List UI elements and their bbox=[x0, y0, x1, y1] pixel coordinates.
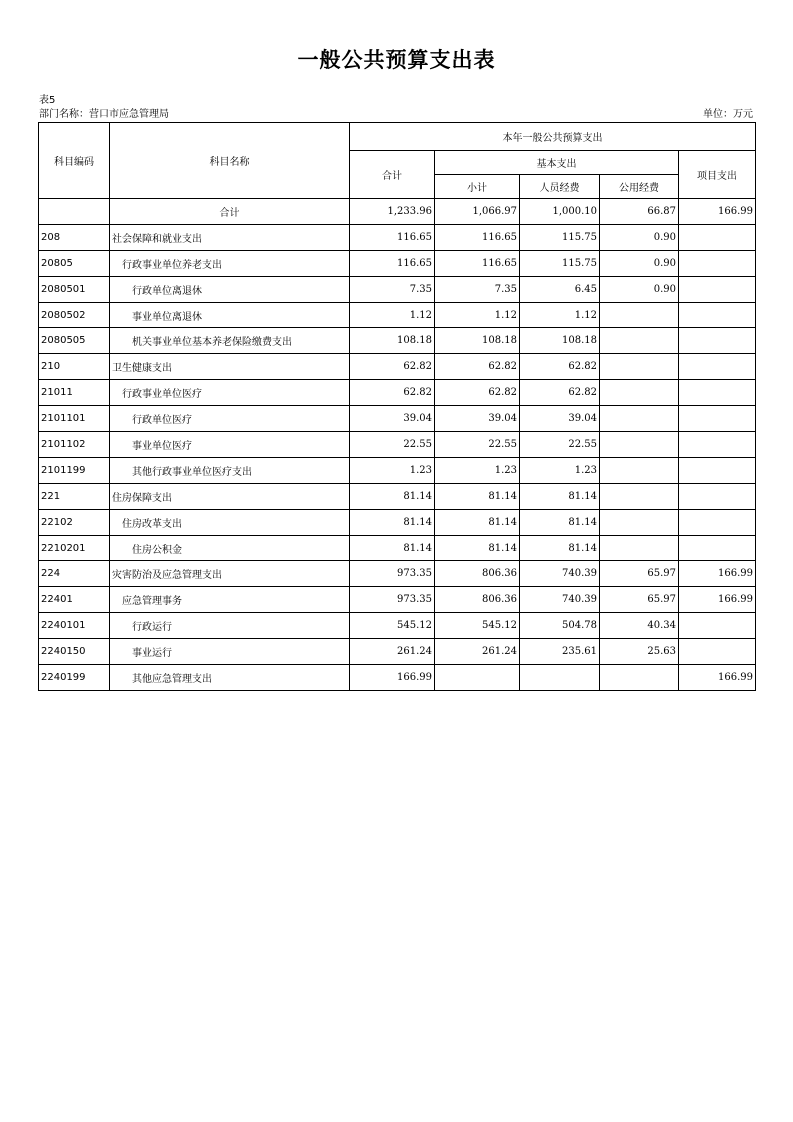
row-project-value: 166.99 bbox=[679, 199, 756, 225]
row-public-value: 40.34 bbox=[600, 613, 679, 639]
row-subtotal-value: 116.65 bbox=[435, 250, 520, 276]
row-personnel-value: 1.23 bbox=[520, 457, 600, 483]
row-project-value bbox=[679, 457, 756, 483]
table-row bbox=[39, 276, 756, 302]
row-subtotal-value: 1.12 bbox=[435, 302, 520, 328]
row-public-value: 0.90 bbox=[600, 250, 679, 276]
row-code: 210 bbox=[39, 354, 110, 380]
row-subtotal-value: 22.55 bbox=[435, 432, 520, 458]
row-public-value bbox=[600, 457, 679, 483]
row-code: 2240150 bbox=[39, 639, 110, 665]
table-row bbox=[39, 250, 756, 276]
row-subtotal-value: 81.14 bbox=[435, 535, 520, 561]
page-title: 一般公共预算支出表 bbox=[297, 48, 496, 72]
row-personnel-value: 115.75 bbox=[520, 250, 600, 276]
row-total-value: 108.18 bbox=[350, 328, 435, 354]
row-subtotal-value: 261.24 bbox=[435, 639, 520, 665]
row-name: 其他应急管理支出 bbox=[110, 665, 350, 691]
row-name: 事业运行 bbox=[110, 639, 350, 665]
row-name: 行政事业单位养老支出 bbox=[110, 250, 350, 276]
row-public-value bbox=[600, 406, 679, 432]
row-personnel-value: 81.14 bbox=[520, 535, 600, 561]
row-subtotal-value: 806.36 bbox=[435, 587, 520, 613]
row-project-value bbox=[679, 406, 756, 432]
row-subtotal-value: 7.35 bbox=[435, 276, 520, 302]
row-code: 2101102 bbox=[39, 432, 110, 458]
row-code: 2240199 bbox=[39, 665, 110, 691]
row-total-value: 81.14 bbox=[350, 535, 435, 561]
table-row bbox=[39, 380, 756, 406]
row-personnel-value: 6.45 bbox=[520, 276, 600, 302]
unit-label: 单位：万元 bbox=[703, 109, 753, 120]
row-project-value bbox=[679, 509, 756, 535]
row-public-value bbox=[600, 535, 679, 561]
table-row bbox=[39, 509, 756, 535]
row-code: 2101101 bbox=[39, 406, 110, 432]
budget-table bbox=[38, 122, 756, 691]
row-subtotal-value: 81.14 bbox=[435, 509, 520, 535]
row-name: 灾害防治及应急管理支出 bbox=[110, 561, 350, 587]
row-code: 22102 bbox=[39, 509, 110, 535]
row-personnel-value bbox=[520, 665, 600, 691]
row-name: 行政单位医疗 bbox=[110, 406, 350, 432]
row-personnel-value: 22.55 bbox=[520, 432, 600, 458]
table-row bbox=[39, 432, 756, 458]
row-subtotal-value: 1.23 bbox=[435, 457, 520, 483]
row-project-value bbox=[679, 328, 756, 354]
row-public-value bbox=[600, 380, 679, 406]
row-project-value bbox=[679, 535, 756, 561]
row-public-value: 65.97 bbox=[600, 587, 679, 613]
row-name: 卫生健康支出 bbox=[110, 354, 350, 380]
row-public-value bbox=[600, 354, 679, 380]
department-label: 部门名称：营口市应急管理局 bbox=[39, 109, 169, 120]
row-personnel-value: 62.82 bbox=[520, 380, 600, 406]
row-code: 2210201 bbox=[39, 535, 110, 561]
row-total-value: 7.35 bbox=[350, 276, 435, 302]
row-subtotal-value: 62.82 bbox=[435, 380, 520, 406]
row-code: 2240101 bbox=[39, 613, 110, 639]
row-public-value bbox=[600, 302, 679, 328]
table-row bbox=[39, 561, 756, 587]
row-public-value: 0.90 bbox=[600, 276, 679, 302]
table-row bbox=[39, 406, 756, 432]
row-project-value bbox=[679, 639, 756, 665]
row-code: 208 bbox=[39, 224, 110, 250]
row-name: 合计 bbox=[110, 199, 350, 225]
row-code bbox=[39, 199, 110, 225]
row-personnel-value: 1,000.10 bbox=[520, 199, 600, 225]
row-personnel-value: 115.75 bbox=[520, 224, 600, 250]
header-personnel: 人员经费 bbox=[520, 175, 600, 199]
table-row bbox=[39, 665, 756, 691]
row-project-value bbox=[679, 613, 756, 639]
header-basic: 基本支出 bbox=[435, 151, 679, 175]
row-public-value bbox=[600, 432, 679, 458]
row-total-value: 1.12 bbox=[350, 302, 435, 328]
row-name: 事业单位医疗 bbox=[110, 432, 350, 458]
row-personnel-value: 81.14 bbox=[520, 483, 600, 509]
row-subtotal-value: 1,066.97 bbox=[435, 199, 520, 225]
row-project-value bbox=[679, 354, 756, 380]
row-project-value bbox=[679, 250, 756, 276]
row-personnel-value: 81.14 bbox=[520, 509, 600, 535]
row-total-value: 1.23 bbox=[350, 457, 435, 483]
header-code: 科目编码 bbox=[39, 123, 110, 199]
row-project-value bbox=[679, 483, 756, 509]
table-row bbox=[39, 613, 756, 639]
row-name: 其他行政事业单位医疗支出 bbox=[110, 457, 350, 483]
header-group: 本年一般公共预算支出 bbox=[350, 123, 756, 151]
row-subtotal-value: 108.18 bbox=[435, 328, 520, 354]
row-project-value bbox=[679, 224, 756, 250]
row-code: 2080502 bbox=[39, 302, 110, 328]
row-personnel-value: 235.61 bbox=[520, 639, 600, 665]
table-row bbox=[39, 483, 756, 509]
row-personnel-value: 740.39 bbox=[520, 587, 600, 613]
row-total-value: 261.24 bbox=[350, 639, 435, 665]
row-project-value: 166.99 bbox=[679, 561, 756, 587]
row-total-value: 1,233.96 bbox=[350, 199, 435, 225]
row-personnel-value: 1.12 bbox=[520, 302, 600, 328]
row-personnel-value: 504.78 bbox=[520, 613, 600, 639]
row-public-value: 25.63 bbox=[600, 639, 679, 665]
row-name: 行政运行 bbox=[110, 613, 350, 639]
row-name: 住房保障支出 bbox=[110, 483, 350, 509]
row-personnel-value: 740.39 bbox=[520, 561, 600, 587]
row-subtotal-value: 62.82 bbox=[435, 354, 520, 380]
header-name: 科目名称 bbox=[110, 123, 350, 199]
table-header bbox=[39, 123, 756, 199]
row-subtotal-value bbox=[435, 665, 520, 691]
row-code: 2101199 bbox=[39, 457, 110, 483]
row-total-value: 81.14 bbox=[350, 483, 435, 509]
table-row bbox=[39, 587, 756, 613]
row-name: 机关事业单位基本养老保险缴费支出 bbox=[110, 328, 350, 354]
row-name: 行政单位离退休 bbox=[110, 276, 350, 302]
table-number-label: 表5 bbox=[39, 95, 56, 106]
row-public-value bbox=[600, 509, 679, 535]
row-project-value bbox=[679, 380, 756, 406]
row-total-value: 62.82 bbox=[350, 380, 435, 406]
row-total-value: 973.35 bbox=[350, 587, 435, 613]
row-total-value: 545.12 bbox=[350, 613, 435, 639]
row-total-value: 62.82 bbox=[350, 354, 435, 380]
row-code: 22401 bbox=[39, 587, 110, 613]
row-total-value: 39.04 bbox=[350, 406, 435, 432]
table-row bbox=[39, 535, 756, 561]
row-project-value bbox=[679, 276, 756, 302]
row-total-value: 166.99 bbox=[350, 665, 435, 691]
row-name: 应急管理事务 bbox=[110, 587, 350, 613]
row-name: 住房公积金 bbox=[110, 535, 350, 561]
row-total-value: 116.65 bbox=[350, 224, 435, 250]
row-total-value: 116.65 bbox=[350, 250, 435, 276]
header-project: 项目支出 bbox=[679, 151, 756, 199]
row-total-value: 22.55 bbox=[350, 432, 435, 458]
table-row bbox=[39, 328, 756, 354]
table-row bbox=[39, 354, 756, 380]
table-row bbox=[39, 639, 756, 665]
row-code: 20805 bbox=[39, 250, 110, 276]
row-public-value: 66.87 bbox=[600, 199, 679, 225]
row-subtotal-value: 545.12 bbox=[435, 613, 520, 639]
header-public: 公用经费 bbox=[600, 175, 679, 199]
row-code: 221 bbox=[39, 483, 110, 509]
row-project-value bbox=[679, 432, 756, 458]
table-row bbox=[39, 224, 756, 250]
row-project-value bbox=[679, 302, 756, 328]
row-name: 社会保障和就业支出 bbox=[110, 224, 350, 250]
row-total-value: 81.14 bbox=[350, 509, 435, 535]
row-project-value: 166.99 bbox=[679, 665, 756, 691]
row-code: 2080505 bbox=[39, 328, 110, 354]
row-code: 21011 bbox=[39, 380, 110, 406]
row-public-value: 0.90 bbox=[600, 224, 679, 250]
table-row bbox=[39, 199, 756, 225]
row-name: 行政事业单位医疗 bbox=[110, 380, 350, 406]
table-body bbox=[39, 199, 756, 691]
row-project-value: 166.99 bbox=[679, 587, 756, 613]
row-public-value bbox=[600, 328, 679, 354]
table-row bbox=[39, 302, 756, 328]
row-public-value: 65.97 bbox=[600, 561, 679, 587]
row-subtotal-value: 39.04 bbox=[435, 406, 520, 432]
row-code: 2080501 bbox=[39, 276, 110, 302]
row-public-value bbox=[600, 483, 679, 509]
header-subtotal: 小计 bbox=[435, 175, 520, 199]
row-name: 事业单位离退休 bbox=[110, 302, 350, 328]
row-personnel-value: 39.04 bbox=[520, 406, 600, 432]
table-row bbox=[39, 457, 756, 483]
row-subtotal-value: 116.65 bbox=[435, 224, 520, 250]
header-total: 合计 bbox=[350, 151, 435, 199]
row-subtotal-value: 81.14 bbox=[435, 483, 520, 509]
row-total-value: 973.35 bbox=[350, 561, 435, 587]
row-personnel-value: 62.82 bbox=[520, 354, 600, 380]
row-public-value bbox=[600, 665, 679, 691]
row-subtotal-value: 806.36 bbox=[435, 561, 520, 587]
row-personnel-value: 108.18 bbox=[520, 328, 600, 354]
row-code: 224 bbox=[39, 561, 110, 587]
row-name: 住房改革支出 bbox=[110, 509, 350, 535]
